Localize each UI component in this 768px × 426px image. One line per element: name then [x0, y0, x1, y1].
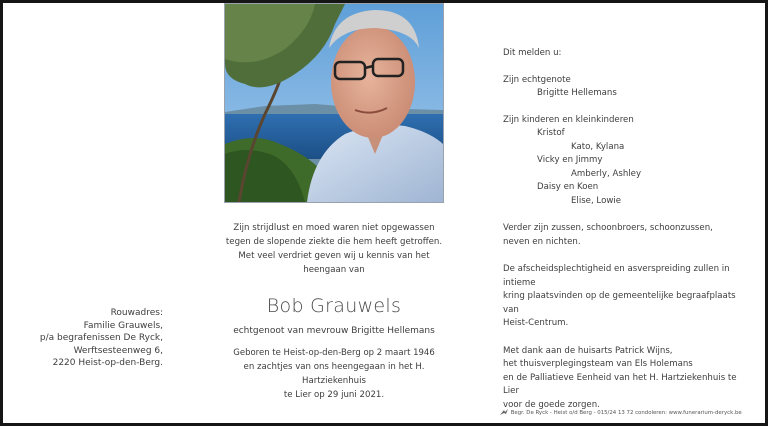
grandchildren-entry: Amberly, Ashley — [571, 168, 642, 179]
farewell-line: Heist-Centrum. — [503, 318, 569, 328]
announce-intro: Dit melden u: — [503, 48, 562, 58]
birth-line: Geboren te Heist-op-den-Berg op 2 maart 1946 — [233, 348, 435, 358]
child-entry: Vicky en Jimmy — [537, 155, 603, 165]
mourning-address — [33, 307, 163, 370]
address-line: Werftsesteenweg 6, — [73, 345, 163, 356]
footer-text: Begr. De Ryck - Heist o/d Berg - 015/24 13 72 condoleren: www.funerarium-deryck.be — [510, 410, 742, 416]
intro-line: Met veel verdriet geven wij u kennis van het heengaan van — [238, 251, 430, 275]
address-line: p/a begrafenissen De Ryck, — [39, 333, 163, 344]
spouse-line: echtgenoot van mevrouw Brigitte Hellemans — [233, 326, 435, 336]
thanks-line: en de Palliatieve Eenheid van het H. Hartziekenhuis te Lier — [503, 372, 737, 396]
spouse-label: Zijn echtgenote — [503, 74, 571, 85]
portrait-photo — [224, 3, 444, 203]
grandchildren-entry: Elise, Lowie — [571, 195, 622, 206]
deceased-name: Bob Grauwels — [266, 295, 402, 317]
child-entry: Daisy en Koen — [537, 182, 599, 192]
intro-line: tegen de slopende ziekte die hem heeft getroffen. — [225, 237, 443, 247]
farewell-line: De afscheidsplechtigheid en asverspreiding zullen in intieme — [503, 264, 730, 288]
grandchildren-entry: Kato, Kylana — [571, 141, 625, 152]
relatives-line: neven en nichten. — [503, 236, 581, 247]
death-date-line: te Lier op 29 juni 2021. — [283, 390, 385, 400]
spouse-name: Brigitte Hellemans — [537, 88, 617, 98]
address-line: Familie Grauwels, — [83, 320, 163, 331]
intro-line: Zijn strijdlust en moed waren niet opgewassen — [233, 223, 435, 233]
death-line: en zachtjes van ons heengegaan in het H. Hartziekenhuis — [243, 362, 425, 386]
children-label: Zijn kinderen en kleinkinderen — [503, 114, 634, 125]
address-label: Rouwadres: — [110, 308, 163, 318]
farewell-line: kring plaatsvinden op de gemeentelijke begraafplaats van — [503, 291, 736, 315]
thanks-line: het thuisverplegingsteam van Els Holemans — [503, 359, 693, 369]
child-entry: Kristof — [537, 128, 565, 138]
thanks-line: voor de goede zorgen. — [503, 399, 600, 410]
obituary-text — [218, 221, 450, 402]
address-line: 2220 Heist-op-den-Berg. — [52, 358, 163, 369]
funeral-home-footer — [500, 409, 762, 416]
funeral-home-logo-icon — [500, 409, 509, 416]
thanks-line: Met dank aan de huisarts Patrick Wijns, — [503, 345, 673, 356]
relatives-line: Verder zijn zussen, schoonbroers, schoonzussen, — [503, 223, 713, 233]
announcement-column — [503, 47, 753, 412]
